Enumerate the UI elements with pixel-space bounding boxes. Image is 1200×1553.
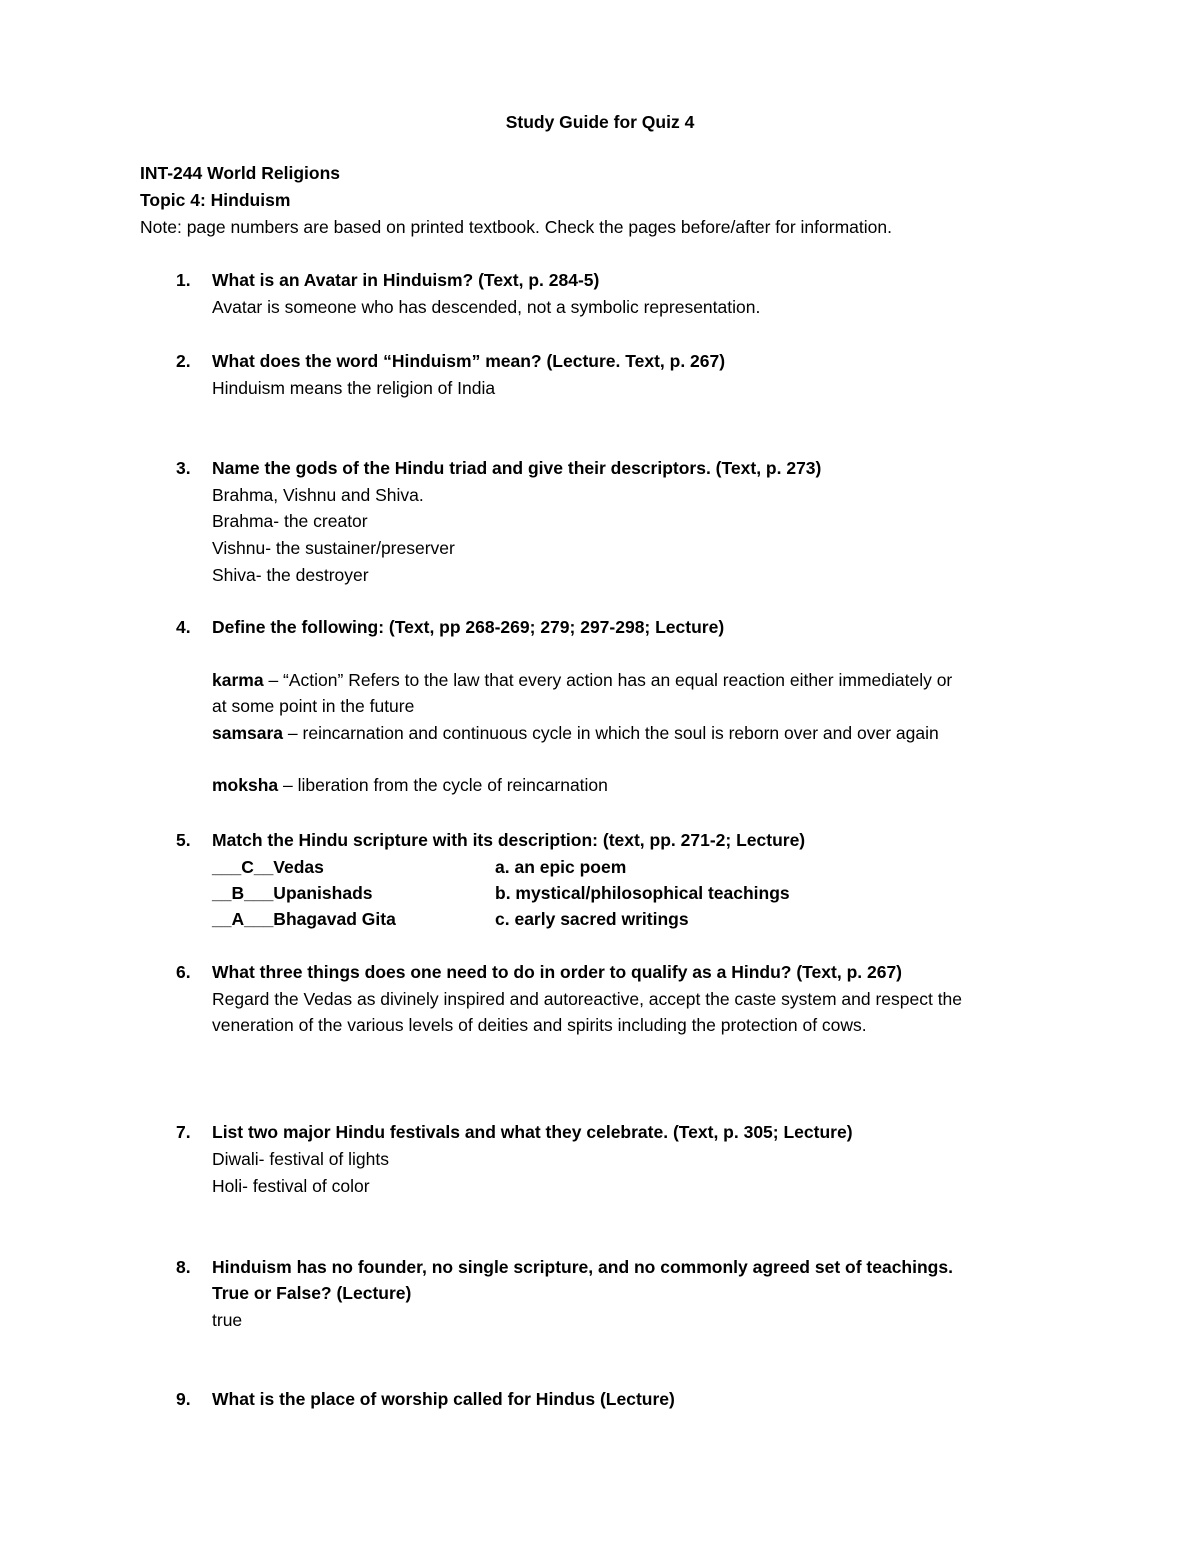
karma-text: – “Action” Refers to the law that every action has an equal reaction either immediately or: [263, 670, 953, 690]
q2-answer: Hinduism means the religion of India: [212, 378, 496, 398]
q7-answer-line: Diwali- festival of lights: [212, 1149, 389, 1169]
q5-number: 5.: [176, 830, 191, 850]
q1-number: 1.: [176, 270, 191, 290]
samsara-definition: [212, 721, 939, 745]
karma-definition: [212, 668, 952, 692]
karma-definition-cont: at some point in the future: [212, 696, 415, 716]
note-text: Note: page numbers are based on printed textbook. Check the pages before/after for information.: [140, 217, 892, 237]
page-title: Study Guide for Quiz 4: [505, 112, 695, 132]
q3-question: Name the gods of the Hindu triad and give their descriptors. (Text, p. 273): [212, 458, 822, 478]
q7-answer-line: Holi- festival of color: [212, 1176, 370, 1196]
q7-number: 7.: [176, 1122, 191, 1142]
q3-answer-line: Brahma, Vishnu and Shiva.: [212, 485, 424, 505]
moksha-definition: [212, 773, 608, 797]
match-right: c. early sacred writings: [495, 909, 689, 929]
q8-number: 8.: [176, 1257, 191, 1277]
match-right: a. an epic poem: [495, 857, 627, 877]
q5-question: Match the Hindu scripture with its description: (text, pp. 271-2; Lecture): [212, 830, 806, 850]
match-left: __A___Bhagavad Gita: [212, 909, 396, 929]
q3-number: 3.: [176, 458, 191, 478]
q6-answer: Regard the Vedas as divinely inspired and autoreactive, accept the caste system and respect the: [212, 989, 963, 1009]
match-right: b. mystical/philosophical teachings: [495, 883, 790, 903]
topic-heading: Topic 4: Hinduism: [140, 190, 291, 210]
q3-answer-line: Vishnu- the sustainer/preserver: [212, 538, 455, 558]
q2-question: What does the word “Hinduism” mean? (Lecture. Text, p. 267): [212, 351, 726, 371]
q2-number: 2.: [176, 351, 191, 371]
q6-number: 6.: [176, 962, 191, 982]
q6-question: What three things does one need to do in order to qualify as a Hindu? (Text, p. 267): [212, 962, 903, 982]
moksha-term: moksha: [212, 775, 279, 795]
match-left: __B___Upanishads: [212, 883, 373, 903]
q4-question: Define the following: (Text, pp 268-269; 279; 297-298; Lecture): [212, 617, 725, 637]
q1-answer: Avatar is someone who has descended, not a symbolic representation.: [212, 297, 761, 317]
q9-number: 9.: [176, 1389, 191, 1409]
q8-question-cont: True or False? (Lecture): [212, 1283, 412, 1303]
match-left: ___C__Vedas: [212, 857, 324, 877]
q1-question: What is an Avatar in Hinduism? (Text, p. 284-5): [212, 270, 600, 290]
q9-question: What is the place of worship called for Hindus (Lecture): [212, 1389, 675, 1409]
moksha-text: – liberation from the cycle of reincarnation: [278, 775, 608, 795]
q7-question: List two major Hindu festivals and what they celebrate. (Text, p. 305; Lecture): [212, 1122, 853, 1142]
q6-answer-cont: veneration of the various levels of deities and spirits including the protection of cows.: [212, 1015, 867, 1035]
course-name: INT-244 World Religions: [140, 163, 340, 183]
samsara-text: – reincarnation and continuous cycle in which the soul is reborn over and over again: [283, 723, 939, 743]
q3-answer-line: Brahma- the creator: [212, 511, 368, 531]
q3-answer-line: Shiva- the destroyer: [212, 565, 369, 585]
karma-term: karma: [212, 670, 264, 690]
q8-answer: true: [212, 1310, 243, 1330]
q4-number: 4.: [176, 617, 191, 637]
q8-question: Hinduism has no founder, no single scripture, and no commonly agreed set of teachings.: [212, 1257, 953, 1277]
samsara-term: samsara: [212, 723, 284, 743]
